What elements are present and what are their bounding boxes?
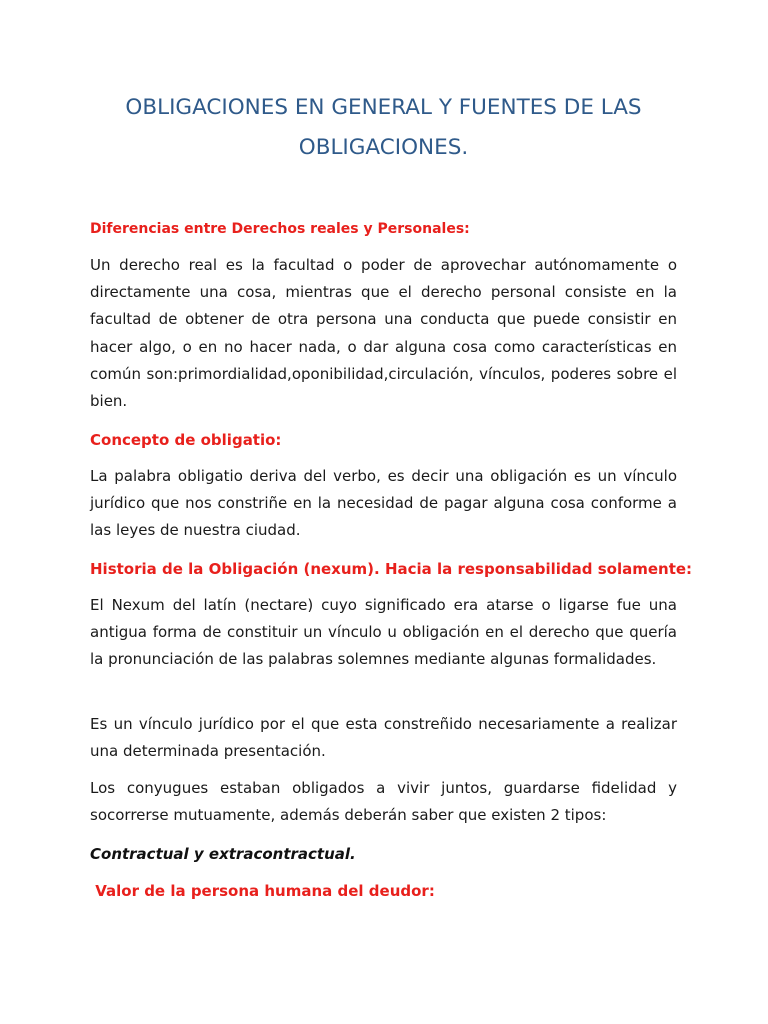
paragraph-nexum: El Nexum del latín (nectare) cuyo significado era atarse o ligarse fue una antigua forma de constituir un vínculo u obligación en el derecho que quería la pronunciación de las palabras solemnes mediante algunas formalidades. <box>90 596 677 669</box>
section-heading-historia: Historia de la Obligación (nexum). Hacia la responsabilidad solamente: <box>90 560 693 578</box>
section-heading-diferencias: Diferencias entre Derechos reales y Personales: <box>90 221 470 237</box>
section-heading-concepto: Concepto de obligatio: <box>90 431 282 449</box>
document-title: OBLIGACIONES EN GENERAL Y FUENTES DE LAS OBLIGACIONES. <box>125 95 642 160</box>
emphasis-contractual: Contractual y extracontractual. <box>90 845 356 863</box>
paragraph-derecho-real: Un derecho real es la facultad o poder de aprovechar autónomamente o directamente una cosa, mientras que el derecho personal consiste en la facultad de obtener de otra persona una conducta que puede consistir en hacer algo, o en no hacer nada, o dar alguna cosa como características en común son:primordialidad,oponibilidad,circulación, vínculos, poderes sobre el bien. <box>90 256 677 411</box>
paragraph-conyugues: Los conyugues estaban obligados a vivir juntos, guardarse fidelidad y socorrerse mutuamente, además deberán saber que existen 2 tipos: <box>90 779 677 825</box>
paragraph-vinculo-juridico: Es un vínculo jurídico por el que esta constreñido necesariamente a realizar una determinada presentación. <box>90 715 677 761</box>
paragraph-obligatio: La palabra obligatio deriva del verbo, es decir una obligación es un vínculo jurídico que nos constriñe en la necesidad de pagar alguna cosa conforme a las leyes de nuestra ciudad. <box>90 467 677 540</box>
section-heading-valor-persona: Valor de la persona humana del deudor: <box>90 882 435 900</box>
